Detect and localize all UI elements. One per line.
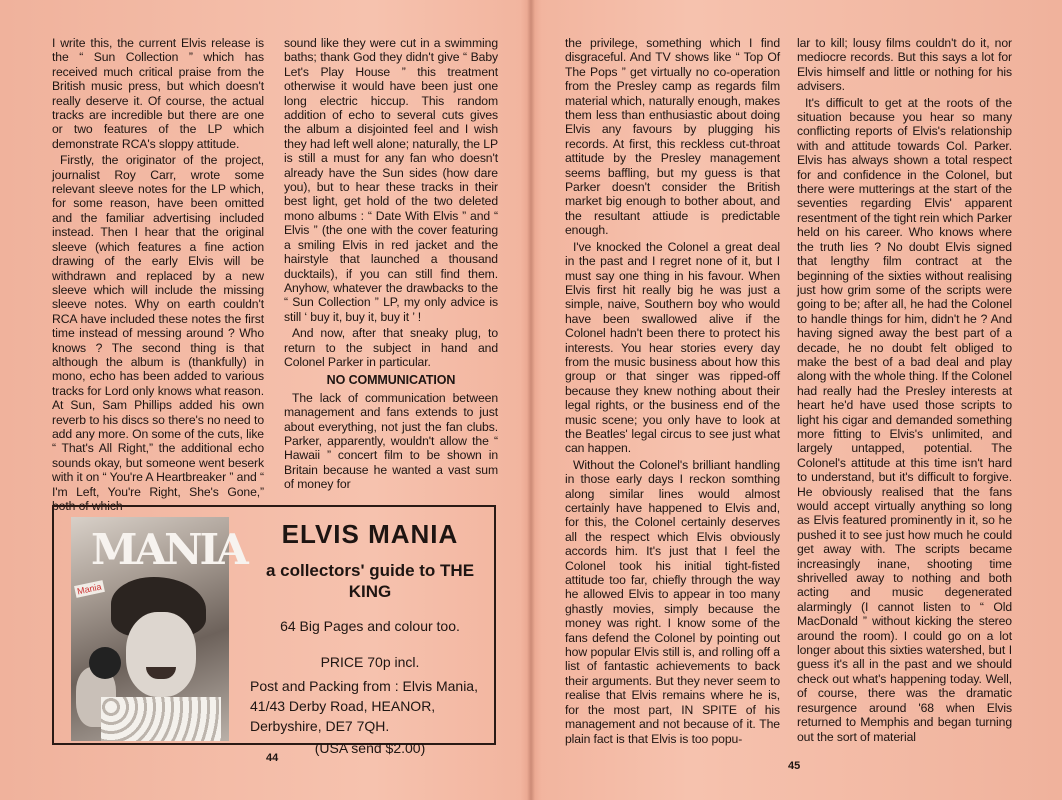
advert-address: Post and Packing from : Elvis Mania, 41/43 Derby Road, HEANOR, Derbyshire, DE7 7QH. <box>250 678 478 734</box>
elvis-photo <box>71 517 246 741</box>
page-gutter <box>527 0 535 800</box>
elvis-mania-advert <box>52 505 496 756</box>
advert-subtitle: a collectors' guide to THE KING <box>265 561 475 601</box>
paragraph: It's difficult to get at the roots of the situation because you hear so many conflicting reports of Elvis's relationship with and attitude towards Col. Parker. Elvis has always shown a total respect for and confidence in the Colonel, but there were mutterings at the start of the seventies regarding Elvis' apparent resentment of the tight rein which Parker held on his career. Who knows where the truth lies ? No doubt Elvis signed that lengthy film contract at the beginning of the sixties without realising just how grim some of the scripts were going to be; after all, he had the Colonel to handle things for him, didn't he ? And having signed away the best part of a decade, he no doubt felt obliged to make the best of a bad deal and play along with the whole thing. If the Colonel had really had the Presley interests at heart he'd have used those scripts to light his cigar and demanded something more fitting to Elvis's unlimited, and largely untapped, potential. The Colonel's attitude at this time isn't hard to understand, but it's difficult to forgive. He obviously realised that the fans would accept virtually anything so long as Elvis featured prominently in it, so he pushed it to see just how much he could get away with. The scripts became increasingly inane, shooting time shrivelled away to nothing and both acting and music degenerated alarmingly (I cannot listen to “ Old MacDonald ” without kicking the stereo around the room). I could go on a lot longer about this sixties watershed, but I guess it's all in the past and we should check out what's happening today. Well, of course, there was the dramatic resurgence around '68 when Elvis returned to Memphis and began turning out the sort of material <box>797 95 1012 744</box>
advert-logo: MANIA <box>91 525 246 574</box>
page-number-left: 44 <box>266 752 279 764</box>
left-column-2 <box>284 36 498 494</box>
advert-tag: Mania <box>74 580 104 598</box>
paragraph: the privilege, something which I find disgraceful. And TV shows like “ Top Of The Pops ” get virtually no co-operation from the Presley camp as regards film material which, naturally enough, makes them less than enthusiastic about doing Elvis any favours by plugging his records. At first, this reckless cut-throat attitude by the Presley management seems baffling, but my guess is that Parker doesn't consider the British market big enough to bother about, and the resultant attiude is predictable enough. <box>565 36 780 238</box>
paragraph: lar to kill; lousy films couldn't do it, nor mediocre records. But this says a lot for Elvis himself and little or nothing for his advisers. <box>797 36 1012 94</box>
advert-title: ELVIS MANIA <box>281 519 459 549</box>
advert-usa-price: (USA send $2.00) <box>314 740 426 756</box>
right-column-1 <box>565 36 780 748</box>
paragraph: sound like they were cut in a swimming baths; thank God they didn't give “ Baby Let's Play House ” this treatment otherwise it would have been just one long electric hiccup. This random addition of echo to several cuts gives the album a disjointed feel and I wish they had left well alone; naturally, the LP is still a must for any fan who doesn't already have the Sun sides (how dare you), but to hear these tracks in their best light, get hold of the two deleted mono albums : “ Date With Elvis ” and “ Elvis ” (the one with the cover featuring a smiling Elvis in red jacket and the hairstyle that launched a thousand ducktails), if you can still find them. Anyhow, whatever the drawbacks to the “ Sun Collection ” LP, my only advice is still ‘ buy it, buy it, buy it ’ ! <box>284 36 498 324</box>
advert-pages: 64 Big Pages and colour too. <box>280 618 460 634</box>
paragraph: And now, after that sneaky plug, to return to the subject in hand and Colonel Parker in particular. <box>284 326 498 369</box>
face-shape <box>126 612 196 697</box>
right-column-2 <box>797 36 1012 746</box>
paragraph: The lack of communication between management and fans extends to just about everything, not just the fan clubs. Parker, apparently, wouldn't allow the “ Hawaii ” concert film to be shown in Britain because he wanted a vast sum of money for <box>284 390 498 492</box>
paragraph: I've knocked the Colonel a great deal in the past and I regret none of it, but I must say one thing in his favour. When Elvis first hit really big he was just a simple, naive, Southern boy who would have been swallowed alive if the Colonel hadn't been there to protect his interests. You hear stories every day from the music business about how this group or that singer was ripped-off because they knew nothing about their legal rights, or the business end of the music scene; you only have to look at the Beatles' legal circus to see just what can happen. <box>565 239 780 456</box>
paragraph: Firstly, the originator of the project, journalist Roy Carr, wrote some relevant sleeve notes for the LP which, for some reason, have been omitted and the familiar advertising included instead. Then I hear that the original sleeve (which features a fine action drawing of the early Elvis will be withdrawn and replaced by a new sleeve which will include the missing sleeve notes. Why on earth couldn't RCA have included these notes the first time instead of messing around ? Who knows ? The second thing is that although the album is (thankfully) in mono, echo has been added to various tracks for Lord only knows what reason. At Sun, Sam Phillips added his own reverb to his discs so there's no need to add any more. On some of the cuts, like “ That's All Right,” the additional echo sounds okay, but someone went beserk with it on “ You're A Heartbreaker ” and “ I'm Left, You're Right, She's Gone,” both of which <box>52 153 264 513</box>
left-column-1 <box>52 36 264 515</box>
section-heading: NO COMMUNICATION <box>326 373 456 388</box>
paragraph: Without the Colonel's brilliant handling in those early days I reckon somthing along similar lines would almost certainly have happened to Elvis and, for this, the Colonel certainly deserves all the respect which Elvis obviously accords him. It's just that I feel the Colonel took his initial tight-fisted attitude too far, chiefly through the way he allowed Elvis to appear in too many ghastly movies, simply because the money was right. I know some of the fans defend the Colonel by pointing out how popular Elvis still is, and rolling off a list of fantastic achievements to back their arguments. But they never seem to realise that Elvis remains where he is, for the most part, IN SPITE of his management and not because of it. The plain fact is that Elvis is too popu- <box>565 457 780 746</box>
paragraph: I write this, the current Elvis release is the “ Sun Collection ” which has received much critical praise from the British music press, but which doesn't really deserve it. Of course, the actual tracks are incredible but there are one or two features of the LP which demonstrate RCA's sloppy attitude. <box>52 36 264 151</box>
advert-price: PRICE 70p incl. <box>320 654 420 670</box>
page-number-right: 45 <box>788 760 801 772</box>
flower-lei <box>101 697 221 741</box>
advert-text <box>250 519 490 756</box>
microphone-icon <box>89 647 121 679</box>
